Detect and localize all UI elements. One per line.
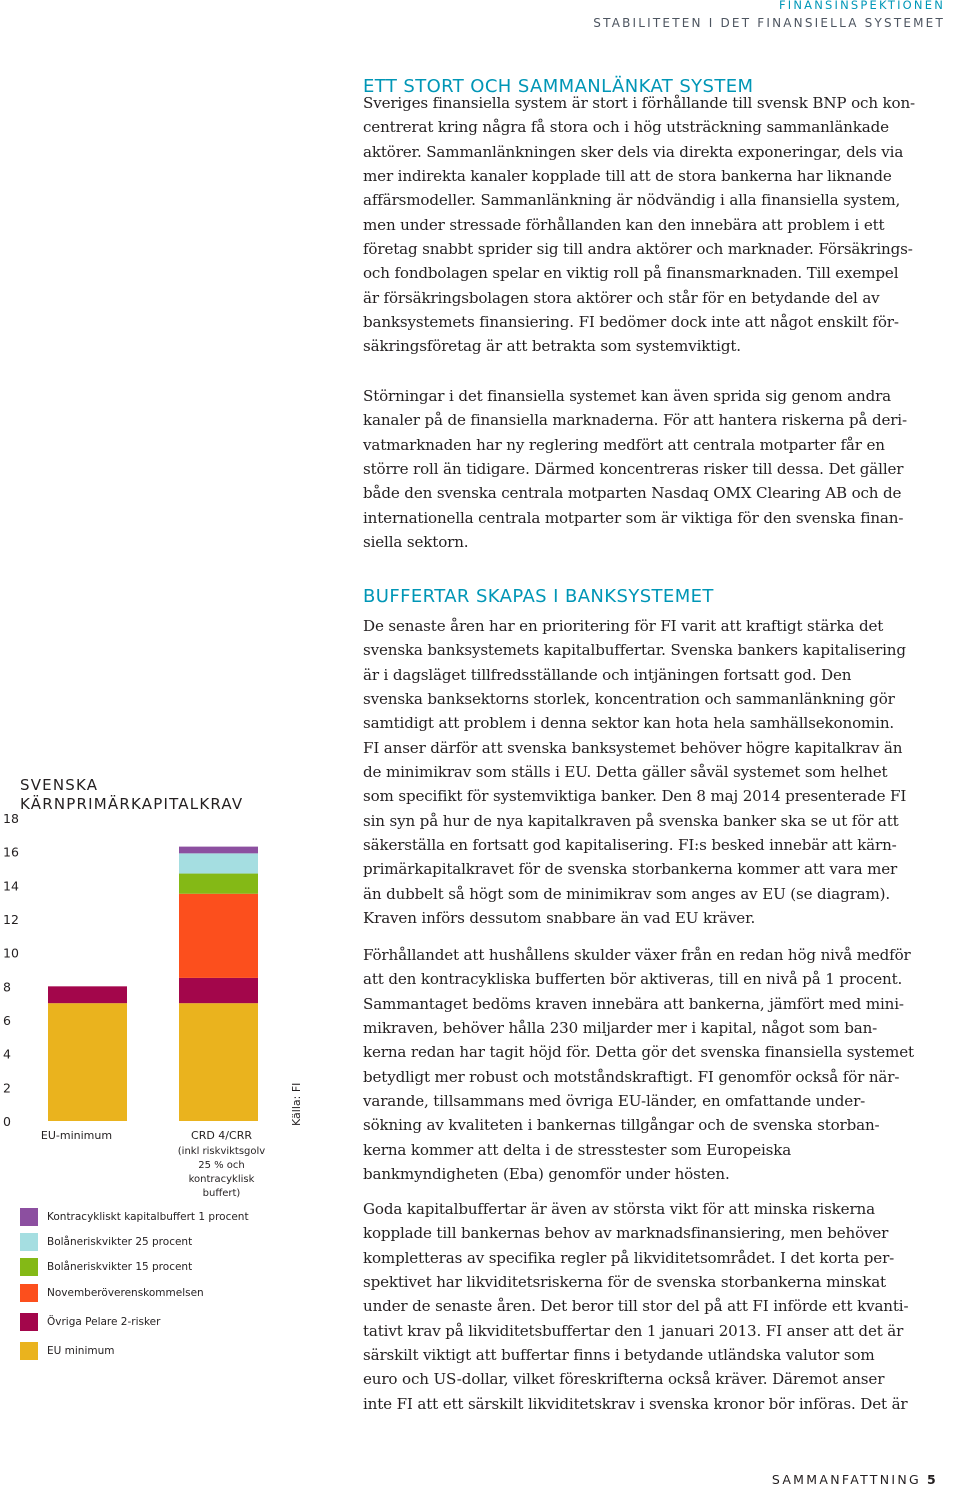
x-category-label: EU-minimum xyxy=(40,1129,113,1142)
text-line: Förhållandet att hushållens skulder växer från en redan hög nivå medför xyxy=(363,946,911,964)
bar-segment xyxy=(179,1003,258,1121)
text-line: både den svenska centrala motparten Nasdaq OMX Clearing AB och de xyxy=(363,484,902,503)
paragraph xyxy=(363,943,953,1186)
text-line: kerna kommer att delta i de stresstester som Europeiska xyxy=(363,1140,792,1159)
text-line: säkringsföretag är att betrakta som systemviktigt. xyxy=(363,337,741,356)
text-line: under de senaste åren. Det beror till stor del på att FI införde ett kvanti- xyxy=(363,1297,909,1316)
legend-label: EU minimum xyxy=(47,1345,115,1357)
page-footer xyxy=(772,1472,938,1487)
report-title: STABILITETEN I DET FINANSIELLA SYSTEMET xyxy=(593,16,945,30)
paragraph xyxy=(363,1197,953,1416)
text-line: är försäkringsbolagen stora aktörer och står för en betydande del av xyxy=(363,288,880,307)
text-line: banksystemets finansiering. FI bedömer dock inte att något enskilt för- xyxy=(363,313,899,332)
text-line: särskilt viktigt att buffertar finns i betydande utländska valutor som xyxy=(363,1346,875,1365)
footer-section-label: SAMMANFATTNING xyxy=(771,1472,921,1487)
legend-label: Övriga Pelare 2-risker xyxy=(47,1316,161,1328)
bar-segment xyxy=(179,853,258,873)
y-tick-label: 18 xyxy=(3,811,19,826)
y-tick-label: 2 xyxy=(3,1080,11,1096)
bar-segment xyxy=(179,894,258,978)
section-heading-system: ETT STORT OCH SAMMANLÄNKAT SYSTEM xyxy=(363,76,754,97)
text-line: Sveriges finansiella system är stort i förhållande till svensk BNP och kon- xyxy=(363,94,915,112)
x-category-label: (inkl riskviktsgolv xyxy=(177,1146,266,1157)
text-line: Goda kapitalbuffertar är även av största vikt för att minska riskerna xyxy=(363,1200,875,1218)
text-line: men under stressade förhållanden kan den innebära att problem i ett xyxy=(363,215,885,234)
page-number: 5 xyxy=(927,1472,938,1487)
text-line: att den kontracykliska bufferten bör aktiveras, till en nivå på 1 procent. xyxy=(363,970,903,989)
x-category-label: 25 % och xyxy=(198,1160,245,1171)
legend-swatch xyxy=(20,1342,38,1360)
text-line: och fondbolagen spelar en viktig roll på finansmarknaden. Till exempel xyxy=(363,264,899,283)
text-line: kerna redan har tagit höjd för. Detta gör det svenska finansiella systemet xyxy=(363,1043,914,1062)
text-line: större roll än tidigare. Därmed koncentreras risker till dessa. Det gäller xyxy=(363,460,904,479)
legend-swatch xyxy=(20,1313,38,1331)
text-line: inte FI att ett särskilt likviditetskrav i svenska kronor bör införas. Det är xyxy=(363,1394,908,1413)
text-line: bankmyndigheten (Eba) genomför under hösten. xyxy=(363,1165,730,1184)
y-tick-label: 10 xyxy=(3,945,19,961)
paragraph xyxy=(363,384,953,554)
paragraph xyxy=(363,614,953,930)
text-line: De senaste åren har en prioritering för FI varit att kraftigt stärka det xyxy=(363,617,884,635)
text-line: centrerat kring några få stora och i hög utsträckning sammanlänkade xyxy=(363,118,889,137)
text-line: de minimikrav som ställs i EU. Detta gäller såväl systemet som helhet xyxy=(363,763,888,782)
text-line: primärkapitalkravet för de svenska storbankerna kommer att vara mer xyxy=(363,860,898,879)
bar-segment xyxy=(48,1003,127,1121)
y-tick-label: 8 xyxy=(3,979,11,995)
text-line: samtidigt att problem i denna sektor kan hota hela samhällsekonomin. xyxy=(363,714,895,733)
text-line: Sammantaget bedöms kraven innebära att bankerna, jämfört med mini- xyxy=(363,994,904,1013)
text-line: sin syn på hur de nya kapitalkraven på svenska banker ska se ut för att xyxy=(363,811,899,830)
bar-segment xyxy=(179,978,258,1003)
chart-source: Källa: FI xyxy=(290,1082,303,1126)
legend-swatch xyxy=(20,1233,38,1251)
text-line: kopplade till bankernas behov av marknadsfinansiering, men behöver xyxy=(363,1224,889,1243)
capital-requirements-chart xyxy=(0,770,330,1410)
text-line: affärsmodeller. Sammanlänkning är nödvändig i alla finansiella system, xyxy=(363,191,901,210)
legend-label: Kontracykliskt kapitalbuffert 1 procent xyxy=(47,1211,249,1223)
text-line: är i dagsläget tillfredsställande och intjäningen fortsatt god. Den xyxy=(363,665,852,684)
section-heading-buffers: BUFFERTAR SKAPAS I BANKSYSTEMET xyxy=(363,586,714,607)
y-tick-label: 0 xyxy=(3,1114,11,1129)
text-line: internationella centrala motparter som är viktiga för den svenska finan- xyxy=(363,508,904,527)
text-line: svenska banksystemets kapitalbuffertar. Svenska bankers kapitalisering xyxy=(363,641,906,660)
text-line: svenska banksektorns storlek, koncentration och sammanlänkning gör xyxy=(363,690,895,709)
text-line: spektivet har likviditetsriskerna för de svenska storbankerna minskat xyxy=(363,1273,886,1292)
text-line: euro och US-dollar, vilket föreskrifterna också kräver. Däremot anser xyxy=(363,1370,885,1389)
text-line: mer indirekta kanaler kopplade till att de stora bankerna har liknande xyxy=(363,167,892,186)
legend-swatch xyxy=(20,1208,38,1226)
text-line: än dubbelt så högt som de minimikrav som anges av EU (se diagram). xyxy=(363,884,891,903)
bar-segment xyxy=(179,874,258,894)
legend-swatch xyxy=(20,1258,38,1276)
bar-segment xyxy=(179,847,258,854)
legend-label: Bolåneriskvikter 25 procent xyxy=(47,1236,193,1248)
y-tick-label: 6 xyxy=(3,1013,11,1028)
text-line: mikraven, behöver hålla 230 miljarder mer i kapital, något som ban- xyxy=(363,1019,878,1038)
text-line: siella sektorn. xyxy=(363,533,469,552)
x-category-label: buffert) xyxy=(202,1188,241,1199)
text-line: aktörer. Sammanlänkningen sker dels via direkta exponeringar, dels via xyxy=(363,142,904,161)
y-tick-label: 4 xyxy=(3,1046,11,1062)
publisher-name: FINANSINSPEKTIONEN xyxy=(778,0,945,12)
legend-label: Novemberöverenskommelsen xyxy=(47,1287,204,1299)
text-line: säkerställa en fortsatt god kapitalisering. FI:s besked innebär att kärn- xyxy=(363,836,897,855)
x-category-label: kontracyklisk xyxy=(188,1174,255,1185)
legend-swatch xyxy=(20,1284,38,1302)
legend-label: Bolåneriskvikter 15 procent xyxy=(47,1261,193,1273)
text-line: tativt krav på likviditetsbuffertar den 1 januari 2013. FI anser att det är xyxy=(363,1321,904,1340)
text-line: varande, tillsammans med övriga EU-länder, en omfattande under- xyxy=(363,1092,866,1111)
text-line: företag snabbt sprider sig till andra aktörer och marknader. Försäkrings- xyxy=(363,240,913,259)
text-line: vatmarknaden har ny reglering medfört att centrala motparter får en xyxy=(363,435,885,454)
text-line: betydligt mer robust och motståndskraftigt. FI genomför också för när- xyxy=(363,1067,900,1086)
y-tick-label: 16 xyxy=(3,844,19,860)
chart-title-line: KÄRNPRIMÄRKAPITALKRAV xyxy=(20,795,244,813)
text-line: Störningar i det finansiella systemet kan även sprida sig genom andra xyxy=(363,387,892,405)
chart-title-line: SVENSKA xyxy=(20,776,99,794)
bar-segment xyxy=(48,986,127,1003)
x-category-label: CRD 4/CRR xyxy=(191,1129,252,1142)
text-line: kanaler på de finansiella marknaderna. För att hantera riskerna på deri- xyxy=(363,411,907,430)
paragraph xyxy=(363,91,953,359)
text-line: som specifikt för systemviktiga banker. Den 8 maj 2014 presenterade FI xyxy=(363,787,907,806)
y-tick-label: 12 xyxy=(3,912,19,927)
text-line: sökning av kvaliteten i bankernas tillgångar och de svenska storban- xyxy=(363,1116,880,1135)
text-line: Kraven införs dessutom snabbare än vad EU kräver. xyxy=(363,909,756,928)
text-line: FI anser därför att svenska banksystemet behöver högre kapitalkrav än xyxy=(363,738,903,757)
text-line: kompletteras av specifika regler på likviditetsområdet. I det korta per- xyxy=(363,1248,895,1267)
y-tick-label: 14 xyxy=(3,878,19,894)
